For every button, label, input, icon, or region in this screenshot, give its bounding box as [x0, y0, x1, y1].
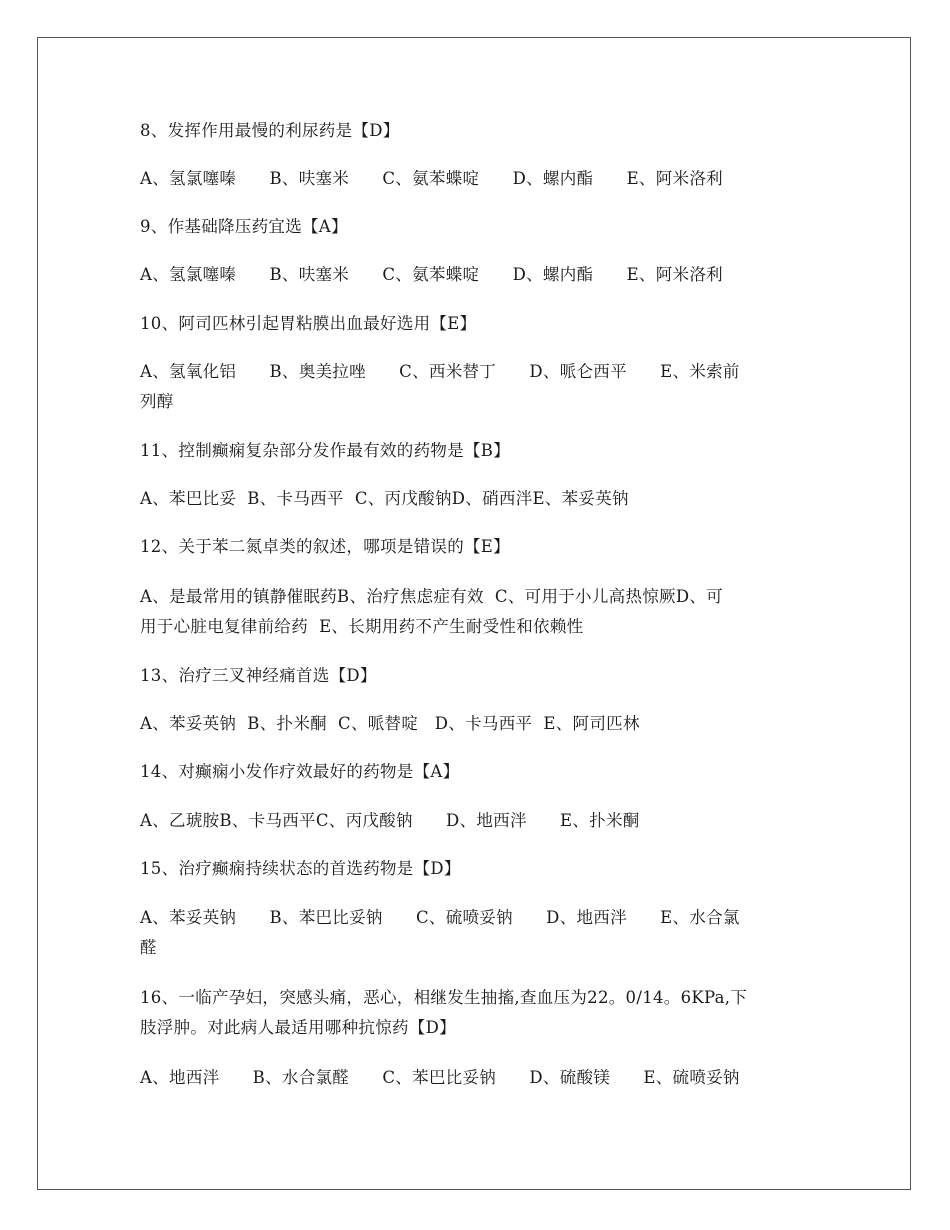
options-11: A、苯巴比妥 B、卡马西平 C、丙戊酸钠D、硝西泮E、苯妥英钠 [140, 489, 629, 508]
options-12-line-2: 用于心脏电复律前给药 E、长期用药不产生耐受性和依赖性 [140, 617, 584, 636]
options-9: A、氢氯噻嗪 B、呋塞米 C、氨苯蝶啶 D、螺内酯 E、阿米洛利 [140, 265, 723, 284]
question-11: 11、控制癫痫复杂部分发作最有效的药物是【B】 [140, 441, 511, 460]
options-12-line-1: A、是最常用的镇静催眠药B、治疗焦虑症有效 C、可用于小儿高热惊厥D、可 [140, 587, 723, 606]
options-13: A、苯妥英钠 B、扑米酮 C、哌替啶 D、卡马西平 E、阿司匹林 [140, 714, 640, 733]
options-16: A、地西泮 B、水合氯醛 C、苯巴比妥钠 D、硫酸镁 E、硫喷妥钠 [140, 1068, 740, 1087]
options-10-line-2: 列醇 [140, 392, 174, 411]
options-14: A、乙琥胺B、卡马西平C、丙戊酸钠 D、地西泮 E、扑米酮 [140, 811, 640, 830]
question-15: 15、治疗癫痫持续状态的首选药物是【D】 [140, 859, 461, 878]
options-8: A、氢氯噻嗪 B、呋塞米 C、氨苯蝶啶 D、螺内酯 E、阿米洛利 [140, 169, 723, 188]
question-16-line-2: 肢浮肿。对此病人最适用哪种抗惊药【D】 [140, 1018, 456, 1037]
question-16-line-1: 16、一临产孕妇，突感头痛，恶心，相继发生抽搐,查血压为22。0/14。6KPa,下 [140, 988, 748, 1007]
question-9: 9、作基础降压药宜选【A】 [140, 217, 348, 236]
question-13: 13、治疗三叉神经痛首选【D】 [140, 666, 377, 685]
options-10-line-1: A、氢氧化铝 B、奥美拉唑 C、西米替丁 D、哌仑西平 E、米索前 [140, 362, 740, 381]
options-15-line-2: 醛 [140, 938, 157, 957]
question-14: 14、对癫痫小发作疗效最好的药物是【A】 [140, 762, 460, 781]
question-12: 12、关于苯二氮卓类的叙述，哪项是错误的【E】 [140, 537, 510, 556]
options-15-line-1: A、苯妥英钠 B、苯巴比妥钠 C、硫喷妥钠 D、地西泮 E、水合氯 [140, 908, 740, 927]
question-8: 8、发挥作用最慢的利尿药是【D】 [140, 121, 400, 140]
question-10: 10、阿司匹林引起胃粘膜出血最好选用【E】 [140, 314, 477, 333]
